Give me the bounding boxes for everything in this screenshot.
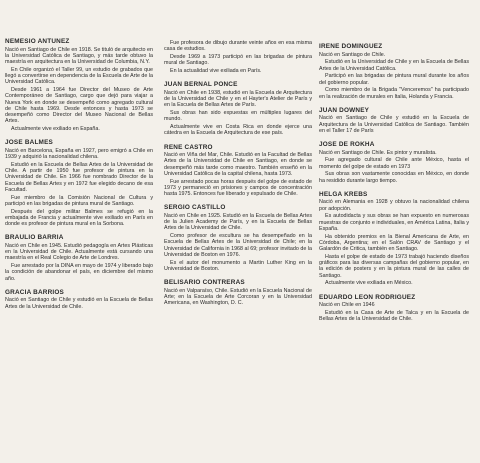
bio-paragraph: Nació en Alemania en 1928 y obtuvo la nacionalidad chilena por adopción. (319, 199, 469, 212)
bio-paragraph: Desde 1969 a 1973 participó en las brigadas de pintura mural de Santiago. (164, 54, 312, 67)
column-3 (319, 43, 469, 329)
artist-name: HELGA KREBS (319, 190, 368, 198)
bio-paragraph: Nació en Santiago de Chile. Es pintor y muralista. (319, 149, 437, 156)
bio-entry (5, 234, 153, 282)
bio-paragraph: Estudió en la Escuela de Bellas Artes de la Universidad de Chile. A partir de 1950 fue profesor de pintura en la Universidad de Chile. En 1966 fue nombrado Director de la Escuela de Bellas Artes y en 1972 fue elegido decano de esa Facultad. (5, 161, 153, 193)
bio-paragraph: Estudió en la Universidad de Chile y en la Escuela de Bellas Artes de la Universidad Católica. (319, 59, 469, 72)
bio-entry (319, 191, 469, 287)
artist-name: EDUARDO LEON RODRIGUEZ (319, 293, 416, 301)
bio-entry (5, 38, 153, 132)
bio-paragraph: Nació en Barcelona, España en 1927, pero emigró a Chile en 1939 y adquirió la nacionalidad chilena. (5, 147, 153, 160)
bio-paragraph: Nació en Chile en 1946 (319, 302, 375, 308)
bio-paragraph: Sus obras son vastamente conocidas en México, en donde ha residido durante largo tiempo. (319, 171, 469, 184)
bio-paragraph: Nació en Santiago de Chile y estudió en la Escuela de Bellas Artes de la Universidad de Chile. (5, 297, 153, 310)
bio-entry (164, 40, 312, 74)
bio-paragraph: Nació en Valparaíso, Chile. Estudió en la Escuela Nacional de Arte; en la Escuela de Arte Corcoran y en la Universidad Americana, en Washington, D. C. (164, 287, 312, 306)
bio-entry (319, 294, 469, 323)
bio-paragraph: Actualmente vive exiliada en México. (325, 280, 413, 287)
bio-paragraph: Fue profesora de dibujo durante veinte años en esa misma casa de estudios. (164, 40, 312, 53)
bio-paragraph: Nació en Chile en 1945. Estudió pedagogía en Artes Plásticas en la Universidad de Chile. Actualmente está cursando una maestría en el Real Colegio de Arte de Londres. (5, 242, 153, 262)
bio-paragraph: Desde 1961 a 1964 fue Director del Museo de Arte Contemporáneo de Santiago, cargo que dejó para viajar a Nueva York en donde se desempeñó como agregado cultural de Chile hasta 1969. Desde entonces y hasta 1973 se desempeñó como Director del Museo Nacional de Bellas Artes. (5, 87, 153, 125)
artist-name: SERGIO CASTILLO (164, 204, 226, 212)
bio-paragraph: Como miembro de la Brigada "Venceremos" ha participado en la realización de murales en Italia, Holanda y Francia. (319, 87, 469, 100)
bio-paragraph: Nació en Chile en 1925. Estudió en la Escuela de Bellas Artes de la Julien Academy de París, y en la Escuela de Bellas Artes de la Universidad de Chile. (164, 212, 312, 232)
bio-paragraph: Como profesor de escultura se ha desempeñado en la Escuela de Bellas Artes de la Universidad de Chile; en la Universidad de California in 1968 al 69; profesor invitado de la Universidad de Boston en 1976. (164, 233, 312, 258)
bio-entry (164, 81, 312, 136)
bio-paragraph: En la actualidad vive exiliada en París. (170, 68, 262, 74)
bio-entry (319, 141, 469, 184)
bio-entry (319, 107, 469, 134)
bio-paragraph: Participó en las brigadas de pintura mural durante los años del gobierno popular. (319, 73, 469, 86)
artist-name: JOSE DE ROKHA (319, 141, 375, 148)
bio-paragraph: Nació en Santiago de Chile en 1918. Se tituló de arquitecto en la Universidad Católica de Santiago, y más tarde obtuvo la maestría en arquitectura en la Universidad de Columbia, N.Y. (5, 46, 153, 65)
artist-name: BRAULIO BARRIA (5, 234, 64, 242)
bio-paragraph: Actualmente vive en Costa Rica en donde ejerce una cátedra en la Escuela de Arquitectura de ese país. (164, 124, 312, 137)
artist-name: JUAN DOWNEY (319, 106, 370, 114)
artist-name: GRACIA BARRIOS (5, 288, 65, 296)
bio-paragraph: Hasta el golpe de estado de 1973 trabajó haciendo diseños gráficos para las diversas campañas del gobierno popular, en la edición de posters y en la pintura mural de las calles de Santiago. (319, 253, 469, 279)
bio-paragraph: Nació en Santiago de Chile. (319, 51, 386, 58)
artist-name: JOSE BALMES (5, 139, 54, 147)
artist-name: RENE CASTRO (164, 143, 213, 151)
column-2 (164, 40, 312, 313)
artist-name: BELISARIO CONTRERAS (164, 279, 245, 286)
bio-paragraph: Ha obtenido premios en la Bienal Americana de Arte, en Córdoba, Argentina; en el Salón CRAV de Santiago y el Galardón de Critica, también en Santiago. (319, 233, 469, 252)
bio-entry (164, 144, 312, 198)
artist-name: JUAN BERNAL PONCE (164, 81, 238, 89)
bio-paragraph: Nació en Viña del Mar, Chile. Estudió en la Facultad de Bellas Artes de la Universidad de Chile en Santiago, en donde se desempeñó más tarde como maestro. También enseñó en la Universidad Católica de la capital chilena, hasta 1973. (164, 152, 312, 177)
bio-paragraph: Después del golpe militar Balmes se refugió en la embajada de Francia y actualmente vive exiliado en París en donde es profesor de pintura mural en la Sorbona. (5, 208, 153, 227)
bio-paragraph: Nació en Santiago de Chile y estudió en la Escuela de Arquitectura de la Universidad Católica de Santiago. También en el Taller 17 de París (319, 115, 469, 134)
bio-paragraph: Estudió en la Casa de Arte de Talca y en la Escuela de Bellas Artes de la Universidad de Chile. (319, 309, 469, 322)
bio-paragraph: Nació en Chile en 1938, estudió en la Escuela de Arquitectura de la Universidad de Chile y en el Hayter's Atelier de París y en la Escuela de Bellas Artes de París. (164, 89, 312, 109)
artist-name: IRENE DOMINGUEZ (319, 43, 383, 50)
bio-paragraph: Fue agregado cultural de Chile ante México, hasta el momento del golpe de estado en 1973 (319, 157, 469, 170)
artist-name: NEMESIO ANTUNEZ (5, 38, 70, 45)
bio-entry (5, 139, 153, 227)
bio-paragraph: Es autodidacta y sus obras se han expuesto en numerosas muestras de conjunto e individuales, en América Latina, Italia y España. (319, 213, 469, 232)
bio-paragraph: Fue miembro de la Comisión Nacional de Cultura y participó en las brigadas de pintura mural de Santiago. (5, 194, 153, 207)
bio-entry (164, 204, 312, 272)
bio-paragraph: Actualmente vive exiliado en España. (11, 126, 100, 132)
bio-paragraph: Fue arrestado por la DINA en mayo de 1974 y liberado bajo la condición de abandonar el país, en diciembre del mismo año. (5, 263, 153, 282)
bio-paragraph: Sus obras han sido expuestas en múltiples lugares del mundo. (164, 110, 312, 123)
bio-paragraph: En Chile organizó el Taller 99, un estudio de grabados que llegó a convertirse en dependencia de la Escuela de Arte de la Universidad Católica. (5, 66, 153, 86)
bio-entry (164, 279, 312, 306)
bio-paragraph: Es el autor del monumento a Martin Luther King en la Universidad de Boston. (164, 259, 312, 272)
bio-entry (319, 43, 469, 100)
bio-entry (5, 289, 153, 310)
bio-paragraph: Fue arrestado pocas horas después del golpe de estado de 1973 y permaneció en prisiones y campos de concentración hasta 1975. Entonces fue liberado y expulsado de Chile. (164, 178, 312, 197)
column-1 (5, 38, 153, 317)
